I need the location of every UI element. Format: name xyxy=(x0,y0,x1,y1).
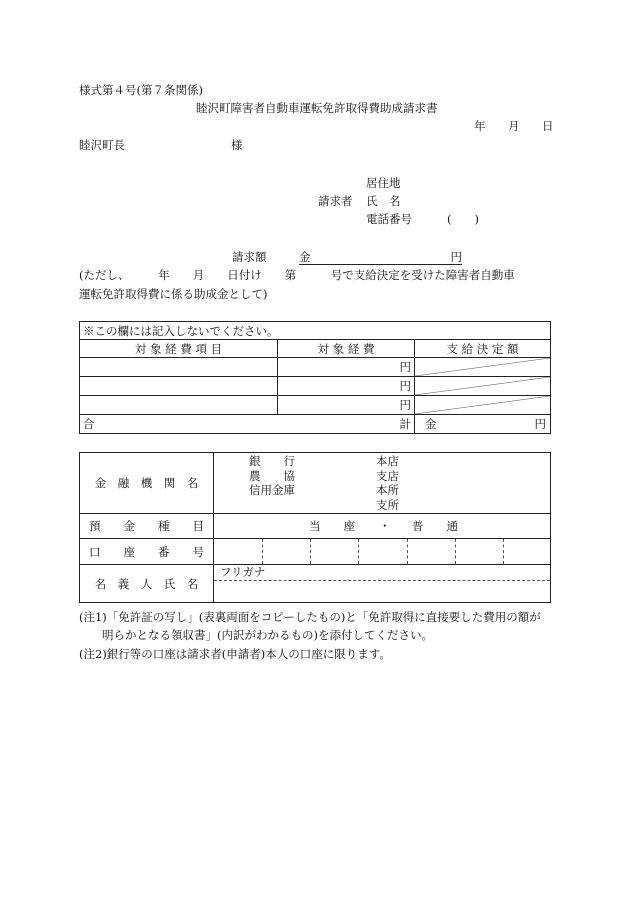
bank-name-cell[interactable] xyxy=(214,453,551,514)
address-label: 居住地 xyxy=(366,176,401,190)
branch-type-honsho: 本所 xyxy=(376,483,399,497)
total-row xyxy=(80,415,551,434)
decision-cell xyxy=(415,358,551,377)
claim-yen: 円 xyxy=(450,250,462,264)
table-row xyxy=(80,396,551,415)
deposit-type-cell[interactable] xyxy=(214,514,551,539)
digit-divider xyxy=(358,539,359,564)
cost-cell[interactable] xyxy=(278,377,415,396)
expense-table-notice: ※この欄には記入しないでください。 xyxy=(80,322,551,340)
total-yen: 円 xyxy=(534,417,546,431)
strike-line xyxy=(415,377,550,395)
deposit-ordinary[interactable]: 普 通 xyxy=(412,519,458,533)
digit-divider xyxy=(310,539,311,564)
table-row xyxy=(80,358,551,377)
item-cell[interactable] xyxy=(80,396,278,415)
expense-table xyxy=(79,321,551,434)
claim-amount-label: 請求額 xyxy=(232,250,267,264)
total-amount-cell[interactable] xyxy=(415,415,551,434)
bank-type-bank: 銀 行 xyxy=(249,454,295,468)
bank-type-shinkin: 信用金庫 xyxy=(249,483,295,497)
digit-divider xyxy=(455,539,456,564)
col-item-header: 対 象 経 費 項 目 xyxy=(80,340,278,358)
deposit-label: 預 金 種 目 xyxy=(80,514,214,539)
note-1-line1: (注1)「免許証の写し」(表裏両面をコピーしたもの)と「免許取得に直接要した費用の額が xyxy=(79,610,541,624)
bank-type-nokyo: 農 協 xyxy=(249,468,295,483)
holder-label: 名 義 人 氏 名 xyxy=(80,565,214,603)
total-left: 合 xyxy=(83,417,95,431)
date-day: 日 xyxy=(542,119,554,133)
claim-note-line2: 運転免許取得費に係る助成金として) xyxy=(79,287,268,301)
deposit-current[interactable]: 当 座 xyxy=(309,519,355,533)
branch-type-shisho: 支所 xyxy=(376,497,399,512)
cost-cell[interactable] xyxy=(278,358,415,377)
decision-cell xyxy=(415,377,551,396)
branch-type-shiten: 支店 xyxy=(376,468,399,483)
branch-type-honten: 本店 xyxy=(376,454,399,468)
decision-cell xyxy=(415,396,551,415)
col-cost-header: 対 象 経 費 xyxy=(278,340,415,358)
digit-divider xyxy=(262,539,263,564)
digit-divider xyxy=(407,539,408,564)
form-number: 様式第４号(第７条関係) xyxy=(79,83,203,97)
addressee: 睦沢町長 xyxy=(79,138,125,152)
bank-label: 金 融 機 関 名 xyxy=(80,453,214,514)
branch-types xyxy=(376,454,399,512)
col-decision-header: 支 給 決 定 額 xyxy=(415,340,551,358)
total-right: 計 xyxy=(399,417,411,431)
strike-line xyxy=(415,396,550,414)
table-row xyxy=(80,377,551,396)
item-cell[interactable] xyxy=(80,377,278,396)
holder-name-cell[interactable] xyxy=(214,565,551,603)
claimant-label: 請求者 xyxy=(318,194,353,208)
yen-label: 円 xyxy=(399,360,411,374)
account-label: 口 座 番 号 xyxy=(80,539,214,565)
cost-cell[interactable] xyxy=(278,396,415,415)
phone-label: 電話番号 xyxy=(366,212,412,226)
name-label: 氏 名 xyxy=(366,194,401,208)
bank-table xyxy=(79,452,551,603)
strike-line xyxy=(415,358,550,376)
account-number-cell[interactable] xyxy=(214,539,551,565)
phone-parens: ( ) xyxy=(447,212,479,226)
form-title: 睦沢町障害者自動車運転免許取得費助成請求書 xyxy=(196,101,438,115)
date-month: 月 xyxy=(508,119,520,133)
claim-amount-line xyxy=(299,250,462,265)
claim-gold: 金 xyxy=(299,250,311,264)
yen-label: 円 xyxy=(399,379,411,393)
total-gold: 金 xyxy=(425,417,437,431)
yen-label: 円 xyxy=(399,398,411,412)
furigana-label: フリガナ xyxy=(220,565,266,579)
claim-note-line1: (ただし、 年 月 日付け 第 号で支給決定を受けた障害者自動車 xyxy=(79,268,515,282)
bank-types xyxy=(249,454,295,498)
total-label-cell xyxy=(80,415,415,434)
furigana-divider xyxy=(214,580,550,581)
deposit-dot: ・ xyxy=(379,519,391,533)
item-cell[interactable] xyxy=(80,358,278,377)
honorific: 様 xyxy=(231,138,243,152)
note-1-line2: 明らかとなる領収書」(内訳がわかるもの)を添付してください。 xyxy=(102,628,433,642)
note-2: (注2)銀行等の口座は請求者(申請者)本人の口座に限ります。 xyxy=(79,647,391,661)
date-year: 年 xyxy=(474,119,486,133)
digit-divider xyxy=(503,539,504,564)
